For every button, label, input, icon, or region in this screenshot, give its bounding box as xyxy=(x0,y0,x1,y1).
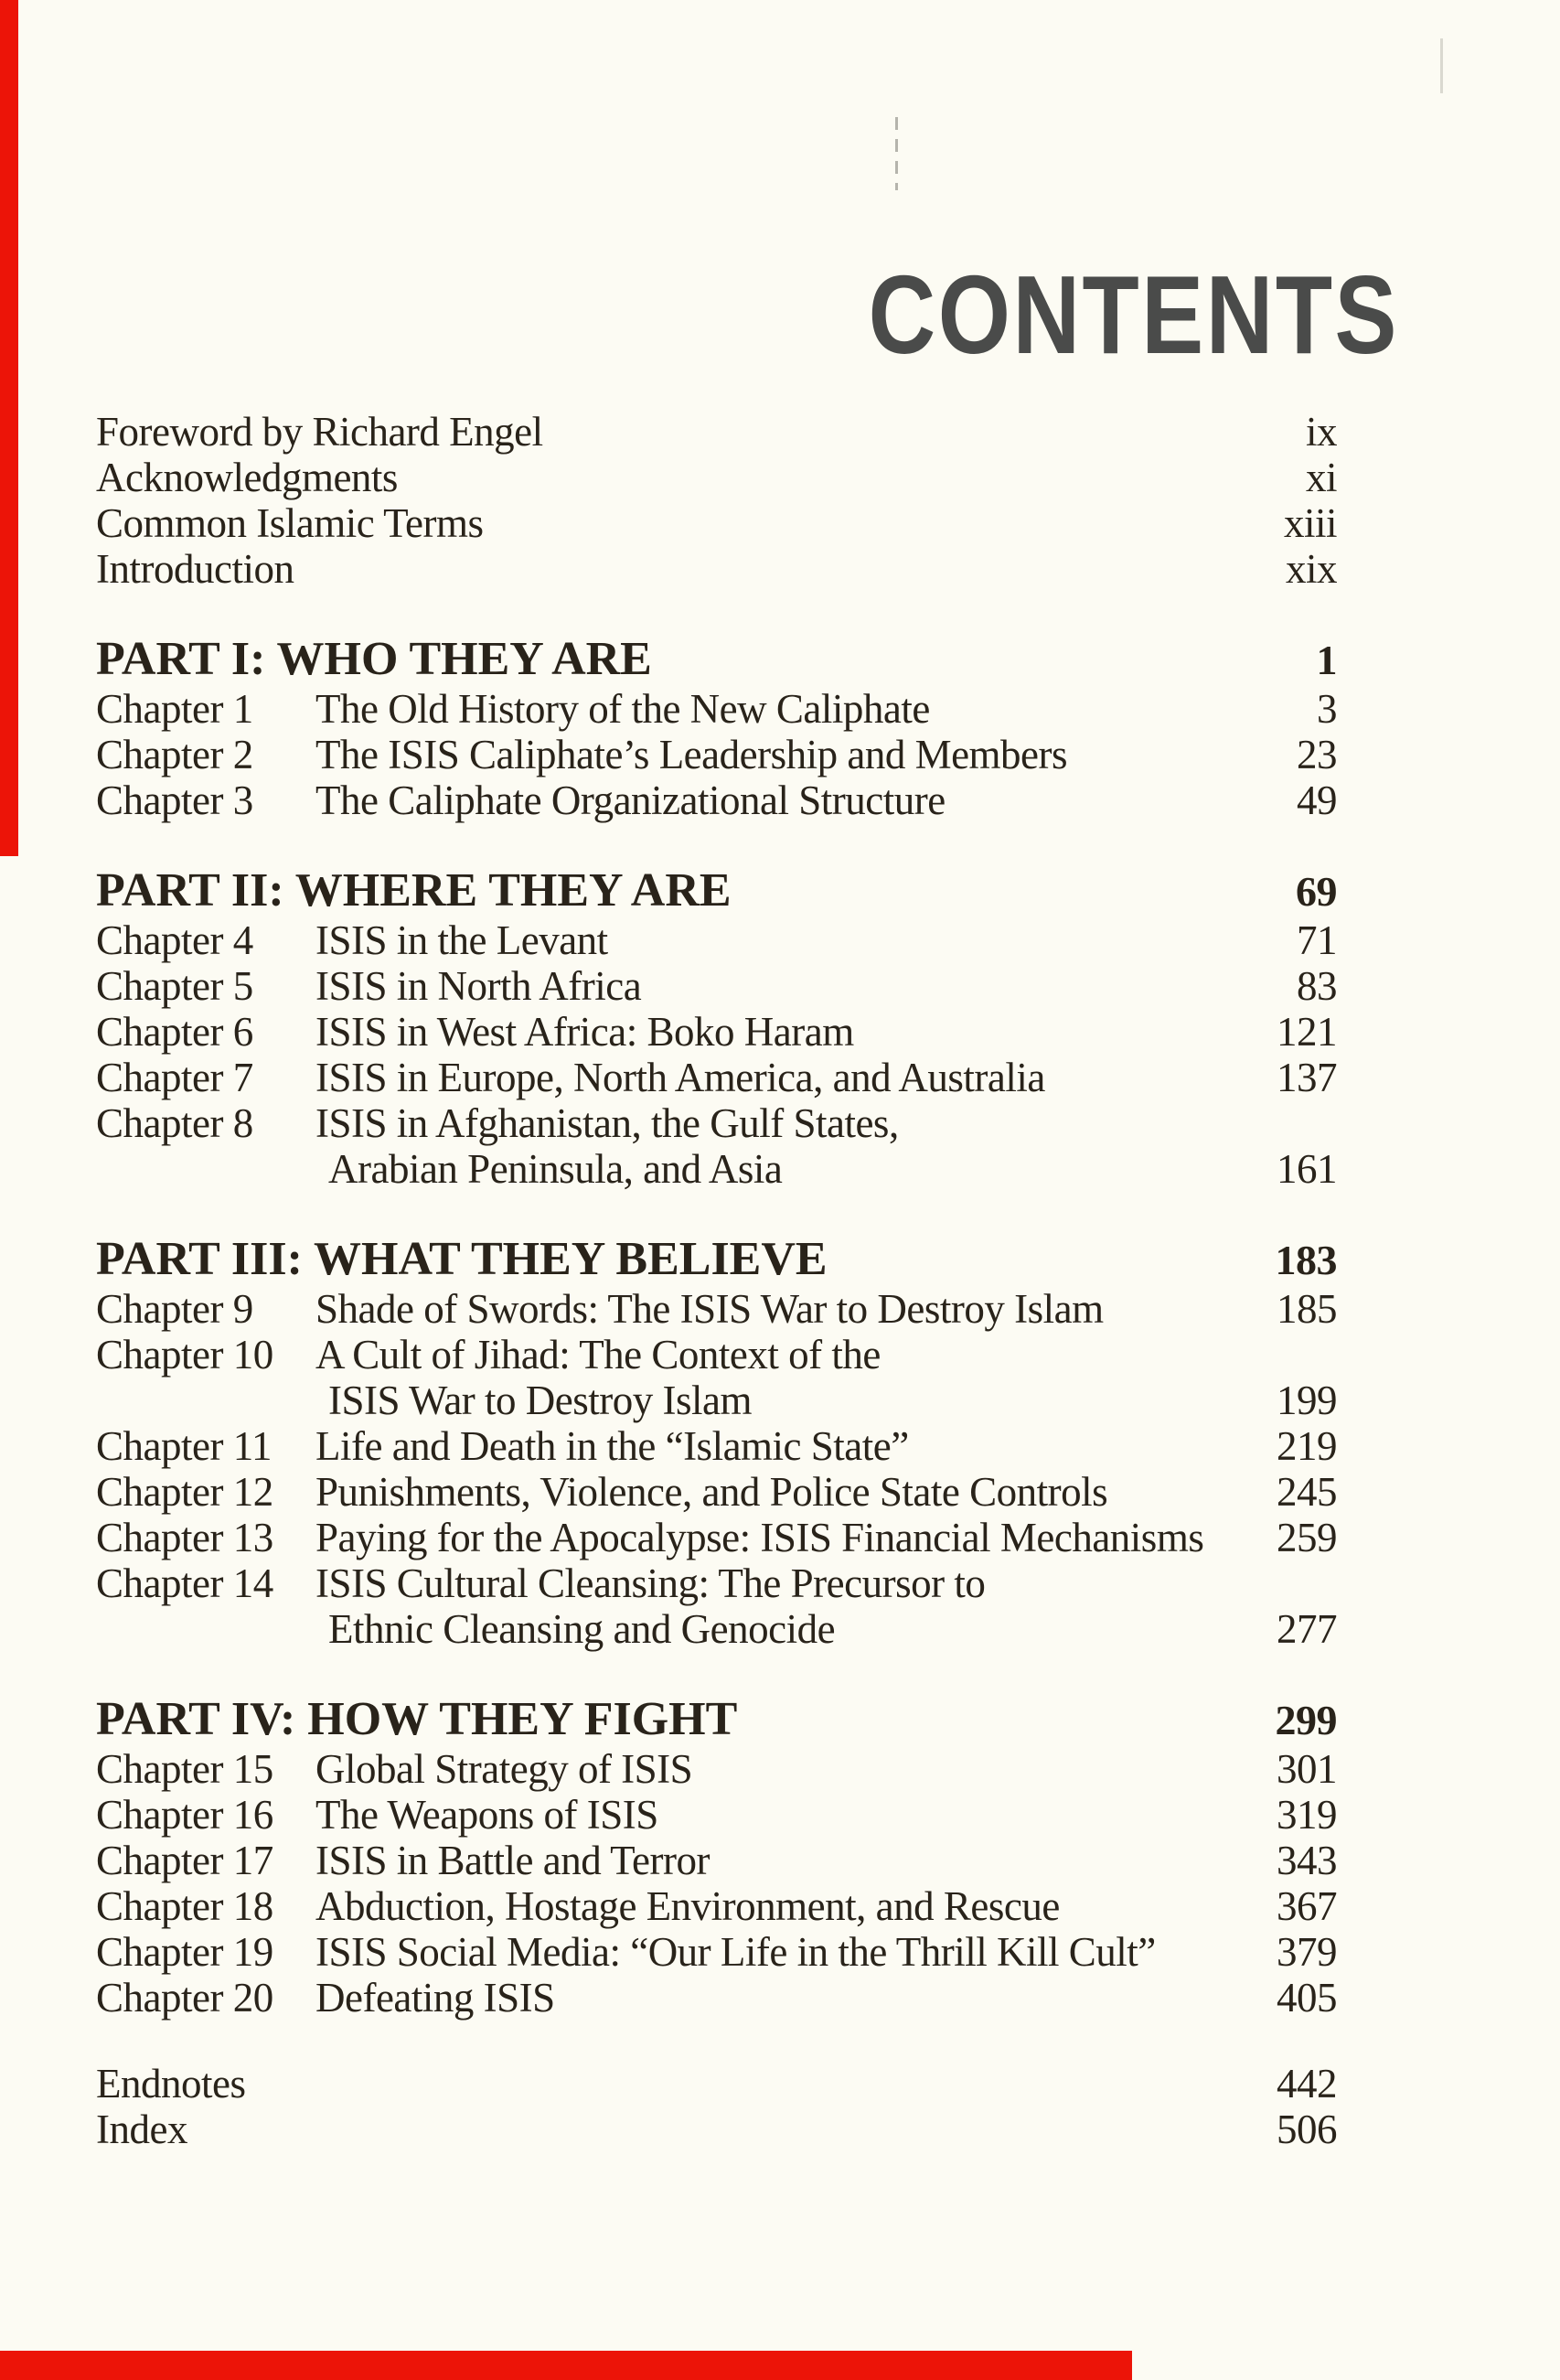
chapter-label: Chapter 9 xyxy=(96,1286,253,1332)
entry-title: Foreword by Richard Engel xyxy=(96,409,543,455)
chapter-label: Chapter 15 xyxy=(96,1746,273,1792)
toc-row xyxy=(96,1792,1337,1838)
chapter-label: Chapter 17 xyxy=(96,1838,273,1883)
toc-row xyxy=(96,1515,1337,1560)
toc-row xyxy=(96,1286,1337,1332)
toc-row xyxy=(96,732,1337,777)
chapter-title: The Old History of the New Caliphate xyxy=(315,686,930,732)
toc-row xyxy=(96,500,1337,546)
chapter-label: Chapter 20 xyxy=(96,1975,273,2021)
toc-row xyxy=(96,1606,1337,1652)
scan-edge-red-strip-left xyxy=(0,0,18,856)
part-heading-row xyxy=(96,1234,1337,1286)
chapter-label: Chapter 6 xyxy=(96,1009,253,1055)
toc-row xyxy=(96,1055,1337,1100)
chapter-label: Chapter 3 xyxy=(96,777,253,823)
chapter-title: Global Strategy of ISIS xyxy=(315,1746,693,1792)
toc-row xyxy=(96,546,1337,592)
page-title: CONTENTS xyxy=(868,252,1399,377)
page-number: xix xyxy=(1285,546,1337,592)
page-number: 1 xyxy=(1316,637,1337,683)
toc-row xyxy=(96,1469,1337,1515)
part-section-2 xyxy=(96,865,1337,1192)
page-number: 442 xyxy=(1277,2061,1337,2107)
chapter-title: Punishments, Violence, and Police State Controls xyxy=(315,1469,1108,1515)
scan-crease-mark xyxy=(895,117,898,190)
chapter-label: Chapter 14 xyxy=(96,1560,273,1606)
chapter-title: The Caliphate Organizational Structure xyxy=(315,777,946,823)
toc-row xyxy=(96,2107,1337,2152)
part-heading-row xyxy=(96,865,1337,917)
chapter-label: Chapter 12 xyxy=(96,1469,273,1515)
toc-row xyxy=(96,1883,1337,1929)
part-section-3 xyxy=(96,1234,1337,1652)
entry-title: Acknowledgments xyxy=(96,455,398,500)
front-matter-section xyxy=(96,409,1337,592)
toc-row xyxy=(96,1929,1337,1975)
page-number: 161 xyxy=(1277,1146,1337,1192)
chapter-title: Paying for the Apocalypse: ISIS Financial Mechanisms xyxy=(315,1515,1204,1560)
chapter-label: Chapter 1 xyxy=(96,686,253,732)
chapter-label: Chapter 5 xyxy=(96,963,253,1009)
page-number: 259 xyxy=(1277,1515,1337,1560)
part-heading-row xyxy=(96,1694,1337,1746)
page-number: 219 xyxy=(1277,1423,1337,1469)
page-number: 83 xyxy=(1297,963,1337,1009)
page-number: 506 xyxy=(1277,2107,1337,2152)
chapter-title: Shade of Swords: The ISIS War to Destroy Islam xyxy=(315,1286,1104,1332)
toc-row xyxy=(96,1378,1337,1423)
entry-title: Endnotes xyxy=(96,2061,246,2107)
scan-crease-mark-right xyxy=(1440,38,1443,93)
scan-edge-red-strip-bottom xyxy=(0,2351,1132,2380)
chapter-title: A Cult of Jihad: The Context of the xyxy=(315,1332,881,1378)
page-number: 301 xyxy=(1277,1746,1337,1792)
page-number: 185 xyxy=(1277,1286,1337,1332)
chapter-title: The Weapons of ISIS xyxy=(315,1792,658,1838)
part-section-4 xyxy=(96,1694,1337,2021)
chapter-title: Arabian Peninsula, and Asia xyxy=(328,1146,783,1192)
page-number: 277 xyxy=(1277,1606,1337,1652)
part-heading: PART IV: HOW THEY FIGHT xyxy=(96,1693,738,1745)
toc-row xyxy=(96,409,1337,455)
chapter-title: Abduction, Hostage Environment, and Rescue xyxy=(315,1883,1060,1929)
page-number: 379 xyxy=(1277,1929,1337,1975)
chapter-label: Chapter 13 xyxy=(96,1515,273,1560)
part-heading: PART III: WHAT THEY BELIEVE xyxy=(96,1233,828,1285)
chapter-title: ISIS in Battle and Terror xyxy=(315,1838,710,1883)
toc-row xyxy=(96,777,1337,823)
page-number: xi xyxy=(1305,455,1337,500)
chapter-label: Chapter 8 xyxy=(96,1100,253,1146)
toc-row xyxy=(96,1146,1337,1192)
chapter-title: The ISIS Caliphate’s Leadership and Members xyxy=(315,732,1068,777)
page-number: 23 xyxy=(1297,732,1337,777)
part-section-1 xyxy=(96,634,1337,823)
page-number: 121 xyxy=(1277,1009,1337,1055)
chapter-label: Chapter 2 xyxy=(96,732,253,777)
chapter-title: ISIS War to Destroy Islam xyxy=(328,1378,752,1423)
page-number: ix xyxy=(1305,409,1337,455)
page-number: 49 xyxy=(1297,777,1337,823)
toc-row xyxy=(96,1332,1337,1378)
entry-title: Index xyxy=(96,2107,187,2152)
page-number: 183 xyxy=(1275,1237,1337,1283)
toc-row xyxy=(96,1423,1337,1469)
page-number: 71 xyxy=(1297,917,1337,963)
back-matter-section xyxy=(96,2061,1337,2152)
toc-row xyxy=(96,917,1337,963)
part-heading-row xyxy=(96,634,1337,686)
page-number: 245 xyxy=(1277,1469,1337,1515)
page-number: 137 xyxy=(1277,1055,1337,1100)
chapter-label: Chapter 7 xyxy=(96,1055,253,1100)
chapter-title: ISIS Cultural Cleansing: The Precursor to xyxy=(315,1560,986,1606)
chapter-label: Chapter 4 xyxy=(96,917,253,963)
chapter-label: Chapter 11 xyxy=(96,1423,272,1469)
part-heading: PART I: WHO THEY ARE xyxy=(96,633,652,685)
chapter-title: ISIS Social Media: “Our Life in the Thrill Kill Cult” xyxy=(315,1929,1156,1975)
page-number: 405 xyxy=(1277,1975,1337,2021)
page-number: xiii xyxy=(1283,500,1337,546)
page-number: 299 xyxy=(1275,1697,1337,1743)
toc-row xyxy=(96,1838,1337,1883)
entry-title: Introduction xyxy=(96,546,294,592)
page-number: 69 xyxy=(1296,868,1337,915)
toc-row xyxy=(96,1100,1337,1146)
chapter-title: Defeating ISIS xyxy=(315,1975,555,2021)
chapter-title: ISIS in West Africa: Boko Haram xyxy=(315,1009,854,1055)
chapter-title: Life and Death in the “Islamic State” xyxy=(315,1423,909,1469)
chapter-label: Chapter 16 xyxy=(96,1792,273,1838)
toc-row xyxy=(96,455,1337,500)
part-heading: PART II: WHERE THEY ARE xyxy=(96,864,732,917)
chapter-label: Chapter 18 xyxy=(96,1883,273,1929)
toc-row xyxy=(96,686,1337,732)
chapter-label: Chapter 19 xyxy=(96,1929,273,1975)
chapter-title: ISIS in the Levant xyxy=(315,917,608,963)
chapter-label: Chapter 10 xyxy=(96,1332,273,1378)
toc-row xyxy=(96,2061,1337,2107)
toc-row xyxy=(96,1560,1337,1606)
page-number: 319 xyxy=(1277,1792,1337,1838)
page-number: 199 xyxy=(1277,1378,1337,1423)
toc-row xyxy=(96,963,1337,1009)
toc-row xyxy=(96,1975,1337,2021)
table-of-contents xyxy=(96,409,1337,2152)
page-number: 3 xyxy=(1317,686,1337,732)
toc-row xyxy=(96,1746,1337,1792)
page-number: 343 xyxy=(1277,1838,1337,1883)
chapter-title: ISIS in Afghanistan, the Gulf States, xyxy=(315,1100,899,1146)
chapter-title: Ethnic Cleansing and Genocide xyxy=(328,1606,836,1652)
entry-title: Common Islamic Terms xyxy=(96,500,484,546)
page-number: 367 xyxy=(1277,1883,1337,1929)
toc-row xyxy=(96,1009,1337,1055)
chapter-title: ISIS in North Africa xyxy=(315,963,642,1009)
chapter-title: ISIS in Europe, North America, and Australia xyxy=(315,1055,1045,1100)
